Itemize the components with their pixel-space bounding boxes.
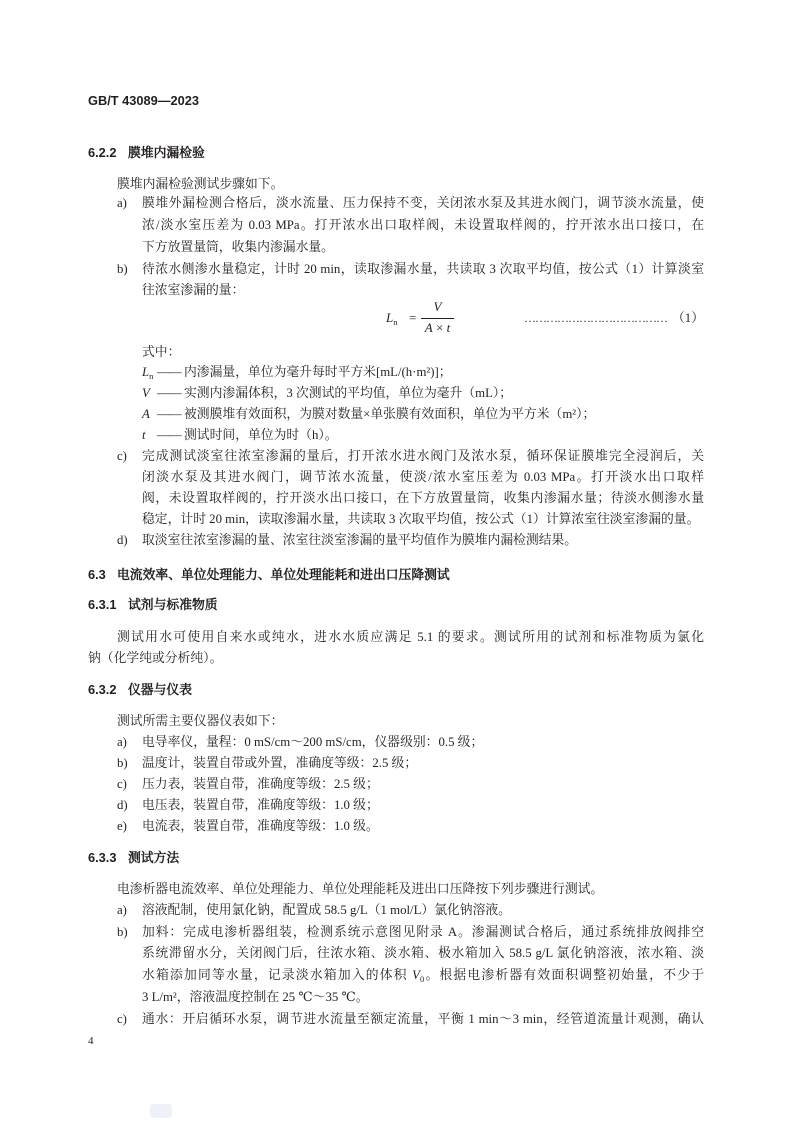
list-label-c: c) xyxy=(117,1012,127,1026)
list-item-line xyxy=(142,965,704,985)
section-number: 6.3.1 xyxy=(88,597,117,612)
term-text: 内渗漏量，单位为毫升每时平方米[mL/(h·m²)]； xyxy=(184,365,452,379)
section-number: 6.3 xyxy=(88,567,106,582)
term-definition xyxy=(142,383,512,403)
page-number: 4 xyxy=(88,1035,94,1047)
section-title: 膜堆内漏检验 xyxy=(128,145,205,160)
term-text: 实测内渗漏体积，3 次测试的平均值，单位为毫升（mL）； xyxy=(184,386,513,400)
paragraph-line: 测试用水可使用自来水或纯水，进水水质应满足 5.1 的要求。测试所用的试剂和标准物质为氯化 xyxy=(117,630,704,644)
list-label-c: c) xyxy=(117,777,127,791)
list-item-line: 下方放置量筒，收集内渗漏水量。 xyxy=(142,240,334,254)
section-heading-6-2-2 xyxy=(88,143,205,163)
where-label: 式中： xyxy=(142,345,181,359)
formula-leader-dots: ………………………………… xyxy=(524,311,667,325)
formula-numerator xyxy=(419,298,456,316)
list-item-line: 取淡室往浓室渗漏的量、浓室往淡室渗漏的量平均值作为膜堆内漏检测结果。 xyxy=(142,533,578,547)
list-item-line: 膜堆外漏检测合格后，淡水流量、压力保持不变，关闭浓水泵及其进水阀门，调节淡水流量，使 xyxy=(142,196,704,210)
section-heading-6-3-2 xyxy=(88,680,192,700)
term-dash: —— xyxy=(157,407,181,421)
term-dash: —— xyxy=(157,365,181,379)
list-item-line: 系统滞留水分，关闭阀门后，往浓水箱、淡水箱、极水箱加入 58.5 g/L 氯化钠溶液，浓水箱、淡 xyxy=(142,946,704,960)
term-definition xyxy=(142,362,452,382)
formula-symbol-t: t xyxy=(446,320,451,335)
term-text: 测试时间，单位为时（h）。 xyxy=(184,428,338,442)
list-item-line: 阀，未设置取样阀的，拧开淡水出口接口，在下方放置量筒，收集内渗漏水量；待淡水侧渗水量 xyxy=(142,491,704,505)
term-definition xyxy=(142,404,595,424)
list-label-e: e) xyxy=(117,819,127,833)
list-label-a: a) xyxy=(117,196,127,210)
formula-denominator xyxy=(413,319,462,337)
list-item-line: 稳定，计时 20 min，读取渗漏水量，共读取 3 次取平均值，按公式（1）计算浓室往淡室渗漏的量。 xyxy=(142,512,700,526)
term-subscript: n xyxy=(149,371,154,381)
formula-symbol-a: A xyxy=(424,320,433,335)
list-item-line: 3 L/m²，溶液温度控制在 25 ℃～35 ℃。 xyxy=(142,990,369,1004)
formula-subscript-n: n xyxy=(393,317,398,327)
list-label-a: a) xyxy=(117,903,127,917)
section-heading-6-3 xyxy=(88,565,450,585)
term-symbol: t xyxy=(142,428,146,442)
section-title: 电流效率、单位处理能力、单位处理能耗和进出口压降测试 xyxy=(117,567,450,582)
section-title: 仪器与仪表 xyxy=(128,682,192,697)
term-definition xyxy=(142,425,338,445)
list-label-c: c) xyxy=(117,449,127,463)
instrument-item: 电导率仪，量程：0 mS/cm～200 mS/cm，仪器级别：0.5 级； xyxy=(142,735,484,749)
list-item-line: 待浓水侧渗水量稳定，计时 20 min，读取渗漏水量，共读取 3 次取平均值，按公式（1）计算淡室 xyxy=(142,262,704,276)
volume-subscript: 0 xyxy=(420,974,425,984)
instrument-item: 电压表，装置自带，准确度等级：1.0 级； xyxy=(142,798,379,812)
term-text: 被测膜堆有效面积，为膜对数量×单张膜有效面积，单位为平方米（m²）； xyxy=(184,407,596,421)
section-heading-6-3-1 xyxy=(88,595,218,615)
list-item-line: 浓/淡水室压差为 0.03 MPa。打开浓水出口取样阀，未设置取样阀的，拧开浓水出口接口，在 xyxy=(142,218,704,232)
term-symbol: V xyxy=(142,386,150,400)
term-dash: —— xyxy=(157,386,181,400)
instrument-item: 压力表，装置自带，准确度等级：2.5 级； xyxy=(142,777,379,791)
term-symbol: L xyxy=(142,365,150,379)
line-text: 水箱添加同等水量，记录淡水箱加入的体积 xyxy=(142,968,413,982)
list-label-b: b) xyxy=(117,925,128,939)
term-dash: —— xyxy=(157,428,181,442)
term-symbol: A xyxy=(142,407,150,421)
list-item-line: 往浓室渗漏的量： xyxy=(142,283,245,297)
section-number: 6.2.2 xyxy=(88,145,117,160)
section-number: 6.3.2 xyxy=(88,682,117,697)
section-title: 试剂与标准物质 xyxy=(128,597,218,612)
watermark-logo xyxy=(150,1104,172,1118)
list-label-b: b) xyxy=(117,756,128,770)
instrument-item: 温度计，装置自带或外置，准确度等级：2.5 级； xyxy=(142,756,418,770)
list-item-line: 闭淡水泵及其进水阀门，调节浓水流量，使淡/浓水室压差为 0.03 MPa。打开淡水出口取样 xyxy=(142,470,704,484)
formula-symbol-l: L xyxy=(386,310,394,325)
section-heading-6-3-3 xyxy=(88,848,179,868)
instrument-item: 电流表，装置自带，准确度等级：1.0 级。 xyxy=(142,819,379,833)
list-label-a: a) xyxy=(117,735,127,749)
list-item-line: 通水：开启循环水泵，调节进水流量至额定流量，平衡 1 min～3 min，经管道流量计观测，确认 xyxy=(142,1012,704,1026)
formula-symbol-v: V xyxy=(433,299,442,314)
section-title: 测试方法 xyxy=(128,850,180,865)
list-item-line: 溶液配制，使用氯化钠，配置成 58.5 g/L（1 mol/L）氯化钠溶液。 xyxy=(142,903,511,917)
list-label-d: d) xyxy=(117,533,128,547)
formula-number: （1） xyxy=(672,311,704,325)
volume-symbol: V xyxy=(412,968,420,982)
formula-equals: = xyxy=(409,310,417,325)
paragraph-intro: 测试所需主要仪器仪表如下： xyxy=(117,714,284,728)
paragraph-intro: 膜堆内漏检验测试步骤如下。 xyxy=(117,177,284,191)
standard-code-header: GB/T 43089—2023 xyxy=(88,93,199,108)
section-number: 6.3.3 xyxy=(88,850,117,865)
line-text: 。根据电渗析器有效面积调整初始量，不少于 xyxy=(424,968,705,982)
list-item-line: 加料：完成电渗析器组装，检测系统示意图见附录 A。渗漏测试合格后，通过系统排放阀排空 xyxy=(142,925,704,939)
formula-lhs xyxy=(386,309,397,327)
paragraph-intro: 电渗析器电流效率、单位处理能力、单位处理能耗及进出口压降按下列步骤进行测试。 xyxy=(117,882,604,896)
list-label-d: d) xyxy=(117,798,128,812)
paragraph-line: 钠（化学纯或分析纯）。 xyxy=(88,651,223,665)
list-label-b: b) xyxy=(117,262,128,276)
formula-times: × xyxy=(435,320,444,335)
list-item-line: 完成测试淡室往浓室渗漏的量后，打开浓水进水阀门及浓水泵，循环保证膜堆完全浸润后，关 xyxy=(142,449,704,463)
